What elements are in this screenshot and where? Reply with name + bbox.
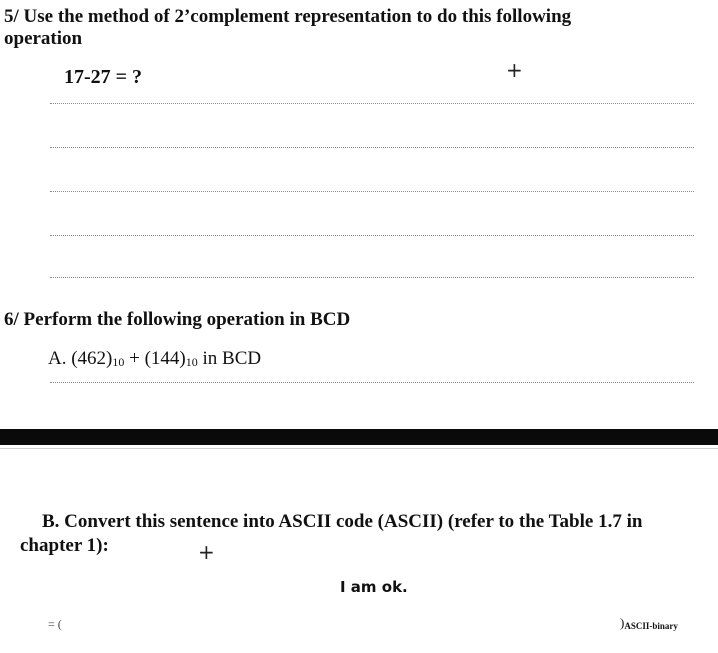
plus-icon: +: [506, 58, 523, 82]
plus-icon: +: [198, 540, 215, 564]
dotted-answer-line: [50, 191, 694, 192]
question-6-title: 6/ Perform the following operation in BCD: [4, 309, 351, 330]
dotted-answer-line: [50, 277, 694, 278]
answer-subscript: ASCII-binary: [624, 621, 678, 631]
question-5-title: 5/ Use the method of 2’complement representation to do this following operation: [4, 6, 572, 49]
q6b-line-2: chapter 1):: [20, 535, 109, 556]
page-divider-line: [0, 448, 718, 449]
q6a-suffix: in BCD: [197, 348, 262, 369]
answer-close-paren: [620, 615, 678, 631]
q6a-prefix: A. (462): [48, 348, 113, 369]
page-divider-bar: [0, 429, 718, 445]
question-6b-text: [20, 510, 710, 558]
question-5-expression: 17-27 = ?: [64, 66, 143, 88]
q6a-base-2: 10: [185, 355, 198, 369]
q6a-middle: + (144): [124, 348, 186, 369]
dotted-answer-line: [50, 103, 694, 104]
answer-open-paren: = (: [48, 617, 62, 631]
question-6a-expression: [48, 348, 261, 370]
dotted-answer-line: [50, 235, 694, 236]
answer-close-mark: ): [620, 615, 625, 630]
q6a-base-1: 10: [112, 355, 125, 369]
q6b-line-1: B. Convert this sentence into ASCII code (ASCII) (refer to the Table 1.7 in: [42, 511, 643, 532]
ascii-sentence: I am ok.: [340, 578, 408, 596]
dotted-answer-line: [50, 382, 694, 383]
dotted-answer-line: [50, 147, 694, 148]
